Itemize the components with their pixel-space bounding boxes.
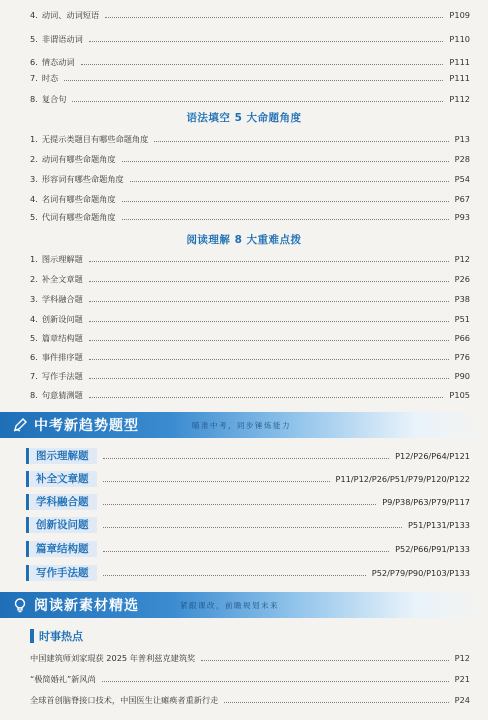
leader-dots	[89, 301, 449, 302]
trend-tag: 篇章结构题	[30, 541, 97, 557]
leader-dots	[122, 219, 449, 220]
leader-dots	[89, 41, 444, 42]
pen-icon	[12, 417, 28, 433]
toc-row: 4. 名词有哪些命题角度 P67	[30, 193, 470, 204]
toc-row: 7. 写作手法题 P90	[30, 370, 470, 381]
page-number: P38	[454, 294, 470, 304]
toc-row: 5. 篇章结构题 P66	[30, 332, 470, 343]
leader-dots	[201, 660, 448, 661]
toc-row: 3. 形容词有哪些命题角度 P54	[30, 173, 470, 184]
page-number: P109	[449, 10, 470, 20]
leader-dots	[89, 261, 449, 262]
banner-subtitle: 瞄准中考，同步锤炼能力	[192, 421, 291, 430]
toc-row: 8. 句意猜测题 P105	[30, 389, 470, 400]
page-number: P76	[454, 352, 470, 362]
trend-row	[30, 540, 470, 557]
section-title-grammar: 语法填空 5 大命题角度	[186, 112, 302, 124]
trend-row	[30, 470, 470, 487]
toc-label: 时态	[41, 72, 59, 83]
bulb-icon	[12, 597, 28, 613]
page-number: P51	[454, 314, 470, 324]
toc-row: 5. 代词有哪些命题角度 P93	[30, 211, 470, 222]
toc-label: 动词、动词短语	[41, 9, 100, 20]
toc-label: 图示理解题	[41, 253, 83, 264]
page-number: P93	[454, 212, 470, 222]
banner-subtitle: 紧跟课改，前瞻规划未来	[180, 601, 279, 610]
trend-row	[30, 564, 470, 581]
leader-dots	[105, 17, 443, 18]
page-number: P54	[454, 174, 470, 184]
leader-dots	[89, 359, 449, 360]
toc-row: 2. 动词有哪些命题角度 P28	[30, 153, 470, 164]
banner-title: 中考新趋势题型	[34, 418, 139, 434]
page-number: P112	[449, 94, 470, 104]
toc-label: 写作手法题	[41, 370, 83, 381]
leader-dots	[81, 64, 444, 65]
toc-label: 篇章结构题	[41, 332, 83, 343]
news-heading	[30, 628, 83, 644]
toc-label: 补全文章题	[41, 273, 83, 284]
leader-dots	[122, 161, 449, 162]
news-label: 中国建筑师刘家琨获 2025 年普利兹克建筑奖	[30, 652, 196, 663]
page-number: P24	[454, 695, 470, 705]
toc-row: 6. 情态动词 P111	[30, 56, 470, 67]
page-number: P9/P38/P63/P79/P117	[382, 496, 470, 507]
toc-label: 学科融合题	[41, 293, 83, 304]
page-number: P51/P131/P133	[407, 519, 470, 530]
leader-dots	[64, 80, 443, 81]
page-number: P52/P79/P90/P103/P133	[371, 567, 470, 578]
news-label: 全球首创脑脊接口技术，中国医生让瘫痪者重新行走	[30, 694, 219, 705]
heading-bar	[30, 629, 34, 643]
leader-dots	[89, 378, 449, 379]
toc-label: 名词有哪些命题角度	[41, 193, 116, 204]
leader-dots	[154, 141, 448, 142]
news-heading-text: 时事热点	[39, 630, 83, 643]
trend-tag: 图示理解题	[30, 448, 97, 464]
page-number: P111	[449, 73, 470, 83]
page-number: P12	[454, 653, 470, 663]
toc-row: 6. 事件排序题 P76	[30, 351, 470, 362]
toc-label: 无提示类题目有哪些命题角度	[41, 133, 149, 144]
trend-row	[30, 447, 470, 464]
news-label: “极简婚礼”新风尚	[30, 673, 96, 684]
page-number: P105	[449, 390, 470, 400]
page-number: P21	[454, 674, 470, 684]
toc-row: 8. 复合句 P112	[30, 93, 470, 104]
page-number: P90	[454, 371, 470, 381]
page-number: P111	[449, 57, 470, 67]
toc-row: 5. 非谓语动词 P110	[30, 33, 470, 44]
trend-banner	[0, 412, 488, 438]
page-number: P13	[454, 134, 470, 144]
toc-row: 1. 无提示类题目有哪些命题角度 P13	[30, 133, 470, 144]
leader-dots	[89, 321, 449, 322]
page-number: P67	[454, 194, 470, 204]
page-number: P52/P66/P91/P133	[395, 543, 470, 554]
leader-dots	[122, 201, 449, 202]
leader-dots	[72, 101, 443, 102]
toc-row: 4. 动词、动词短语 P109	[30, 9, 470, 20]
toc-row: 7. 时态 P111	[30, 72, 470, 83]
trend-tag: 补全文章题	[30, 471, 97, 487]
leader-dots	[103, 458, 390, 459]
page-number: P110	[449, 34, 470, 44]
leader-dots	[103, 504, 377, 505]
page-number: P12	[454, 254, 470, 264]
toc-row: 2. 补全文章题 P26	[30, 273, 470, 284]
leader-dots	[103, 527, 402, 528]
page-number: P11/P12/P26/P51/P79/P120/P122	[335, 473, 470, 484]
trend-tag: 创新设问题	[30, 517, 97, 533]
toc-row: 3. 学科融合题 P38	[30, 293, 470, 304]
toc-label: 事件排序题	[41, 351, 83, 362]
trend-row	[30, 516, 470, 533]
page-number: P28	[454, 154, 470, 164]
toc-row: 4. 创新设问题 P51	[30, 313, 470, 324]
section-title-reading: 阅读理解 8 大重难点拨	[186, 234, 302, 246]
toc-label: 形容词有哪些命题角度	[41, 173, 124, 184]
banner-title: 阅读新素材精选	[34, 598, 139, 614]
toc-label: 代词有哪些命题角度	[41, 211, 116, 222]
trend-row	[30, 493, 470, 510]
toc-label: 动词有哪些命题角度	[41, 153, 116, 164]
toc-label: 非谓语动词	[41, 33, 83, 44]
news-row	[30, 651, 470, 665]
page-number: P26	[454, 274, 470, 284]
page-number: P66	[454, 333, 470, 343]
leader-dots	[89, 340, 449, 341]
leader-dots	[224, 702, 448, 703]
leader-dots	[89, 397, 444, 398]
leader-dots	[103, 575, 366, 576]
leader-dots	[103, 551, 390, 552]
leader-dots	[103, 481, 330, 482]
toc-label: 复合句	[41, 93, 67, 104]
leader-dots	[102, 681, 449, 682]
toc-row: 1. 图示理解题 P12	[30, 253, 470, 264]
leader-dots	[89, 281, 449, 282]
leader-dots	[130, 181, 449, 182]
toc-label: 句意猜测题	[41, 389, 83, 400]
news-row	[30, 693, 470, 707]
material-banner	[0, 592, 488, 618]
trend-tag: 学科融合题	[30, 494, 97, 510]
trend-tag: 写作手法题	[30, 565, 97, 581]
toc-label: 情态动词	[41, 56, 75, 67]
news-row	[30, 672, 470, 686]
toc-label: 创新设问题	[41, 313, 83, 324]
page-number: P12/P26/P64/P121	[395, 450, 470, 461]
